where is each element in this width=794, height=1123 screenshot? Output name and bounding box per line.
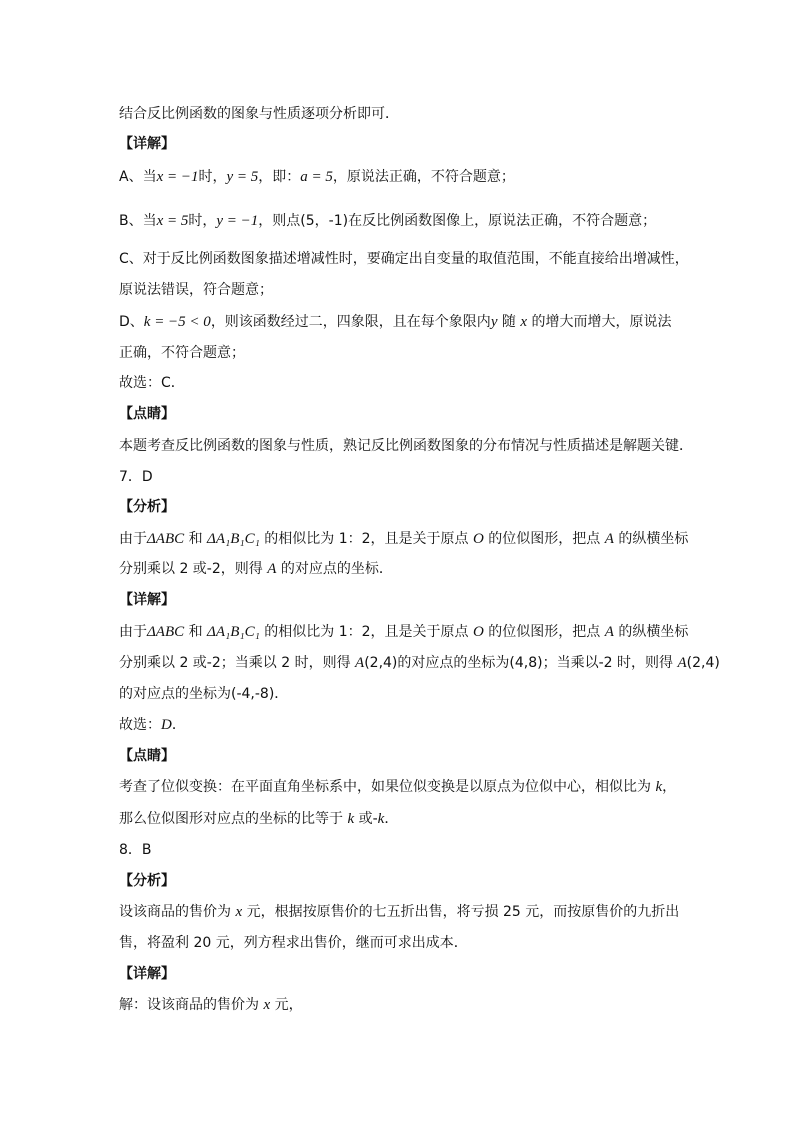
math: A bbox=[604, 624, 614, 640]
math: a = 5 bbox=[300, 169, 333, 185]
text: 元，根据按原售价的七五折出售，将亏损 25 元，而按原售价的九折出 bbox=[242, 904, 680, 920]
math: D bbox=[161, 717, 172, 733]
text: B、当 bbox=[119, 213, 157, 229]
q8-analysis-line-2: 售，将盈利 20 元，列方程求出售价，继而可求出成本． bbox=[119, 935, 468, 951]
q7-analysis-line-1 bbox=[119, 529, 688, 549]
option-d-line-1 bbox=[119, 312, 672, 332]
math: k bbox=[347, 811, 355, 827]
q7-analysis-line-2 bbox=[119, 559, 393, 579]
q7-detail-line-3: 的对应点的坐标为(-4,-8)． bbox=[119, 686, 289, 702]
math: ΔABC bbox=[147, 624, 185, 640]
q8-detail-line-1 bbox=[119, 995, 303, 1015]
choice-line: 故选：C． bbox=[119, 375, 185, 391]
q7-detail-line-2 bbox=[119, 653, 720, 673]
text: ． bbox=[384, 811, 399, 827]
option-c-line-2: 原说法错误，符合题意； bbox=[119, 282, 273, 298]
math: x bbox=[263, 997, 271, 1013]
text: ，则该函数经过二，四象限，且在每个象限内 bbox=[210, 314, 491, 330]
text: D、 bbox=[119, 314, 144, 330]
text: 分别乘以 2 或-2，则得 bbox=[119, 561, 268, 577]
text: 的增大而增大，原说法 bbox=[527, 314, 672, 330]
text: 由于 bbox=[119, 624, 147, 640]
text: 考查了位似变换：在平面直角坐标系中，如果位似变换是以原点为位似中心，相似比为 bbox=[119, 779, 656, 795]
math: O bbox=[473, 624, 484, 640]
text: ， bbox=[662, 779, 677, 795]
math: x = −1 bbox=[156, 169, 199, 185]
analysis-text: 结合反比例函数的图象与性质逐项分析即可． bbox=[119, 106, 399, 122]
math: k bbox=[655, 779, 663, 795]
text: 和 bbox=[184, 624, 208, 640]
option-a-line bbox=[119, 167, 515, 187]
math: A bbox=[677, 655, 687, 671]
text: 的纵横坐标 bbox=[613, 531, 689, 547]
math: A bbox=[267, 561, 277, 577]
text: ，则点(5，-1)在反比例函数图像上，原说法正确，不符合题意； bbox=[258, 213, 657, 229]
math: x bbox=[235, 904, 243, 920]
text: 或- bbox=[354, 811, 378, 827]
math: k bbox=[377, 811, 385, 827]
math: A bbox=[604, 531, 614, 547]
text: 设该商品的售价为 bbox=[119, 904, 236, 920]
text: 的对应点的坐标． bbox=[276, 561, 393, 577]
text: 由于 bbox=[119, 531, 147, 547]
q8-analysis-label: 【分析】 bbox=[119, 873, 175, 889]
text: (2,4)的对应点的坐标为(4,8)；当乘以-2 时，则得 bbox=[364, 655, 678, 671]
text: 的位似图形，把点 bbox=[483, 531, 605, 547]
math: y = 5 bbox=[226, 169, 259, 185]
q7-comment-line-2 bbox=[119, 809, 398, 829]
option-d-line-2: 正确，不符合题意； bbox=[119, 345, 245, 361]
text: 的相似比为 1：2，且是关于原点 bbox=[259, 531, 473, 547]
text: 那么位似图形对应点的坐标的比等于 bbox=[119, 811, 348, 827]
math: x = 5 bbox=[156, 213, 189, 229]
math: x bbox=[520, 314, 528, 330]
text: 的纵横坐标 bbox=[613, 624, 689, 640]
text: (2,4) bbox=[686, 655, 720, 671]
math: ΔABC bbox=[147, 531, 185, 547]
text: ． bbox=[171, 717, 186, 733]
text: 故选： bbox=[119, 717, 161, 733]
q8-detail-label: 【详解】 bbox=[119, 966, 175, 982]
q7-detail-line-1 bbox=[119, 622, 688, 642]
comment-label: 【点睛】 bbox=[119, 406, 175, 422]
text: 随 bbox=[497, 314, 521, 330]
text: 的位似图形，把点 bbox=[483, 624, 605, 640]
q7-analysis-label: 【分析】 bbox=[119, 499, 175, 515]
comment-text: 本题考查反比例函数的图象与性质，熟记反比例函数图象的分布情况与性质描述是解题关键． bbox=[119, 438, 693, 454]
text: 时， bbox=[188, 213, 217, 229]
text: 解：设该商品的售价为 bbox=[119, 997, 264, 1013]
math: ΔA₁B₁C₁ bbox=[207, 531, 260, 547]
q7-comment-label: 【点睛】 bbox=[119, 748, 175, 764]
text: 分别乘以 2 或-2；当乘以 2 时，则得 bbox=[119, 655, 356, 671]
text: A、当 bbox=[119, 169, 157, 185]
q7-answer: 7．D bbox=[119, 469, 153, 485]
q7-comment-line-1 bbox=[119, 777, 676, 797]
text: 和 bbox=[184, 531, 208, 547]
q8-answer: 8．B bbox=[119, 842, 152, 858]
math: k = −5 < 0 bbox=[143, 314, 211, 330]
option-b-line bbox=[119, 211, 656, 231]
detail-label: 【详解】 bbox=[119, 136, 175, 152]
math: y = −1 bbox=[216, 213, 259, 229]
text: ，原说法正确，不符合题意； bbox=[332, 169, 515, 185]
text: 时， bbox=[198, 169, 227, 185]
q8-analysis-line-1 bbox=[119, 902, 679, 922]
q7-choice bbox=[119, 715, 186, 735]
math: y bbox=[490, 314, 498, 330]
text: ，即： bbox=[258, 169, 301, 185]
math: A bbox=[355, 655, 365, 671]
q7-detail-label: 【详解】 bbox=[119, 592, 175, 608]
math: ΔA₁B₁C₁ bbox=[207, 624, 260, 640]
math: O bbox=[473, 531, 484, 547]
text: 元， bbox=[270, 997, 303, 1013]
text: 的相似比为 1：2，且是关于原点 bbox=[259, 624, 473, 640]
option-c-line-1: C、对于反比例函数图象描述增减性时，要确定出自变量的取值范围，不能直接给出增减性， bbox=[119, 251, 689, 267]
